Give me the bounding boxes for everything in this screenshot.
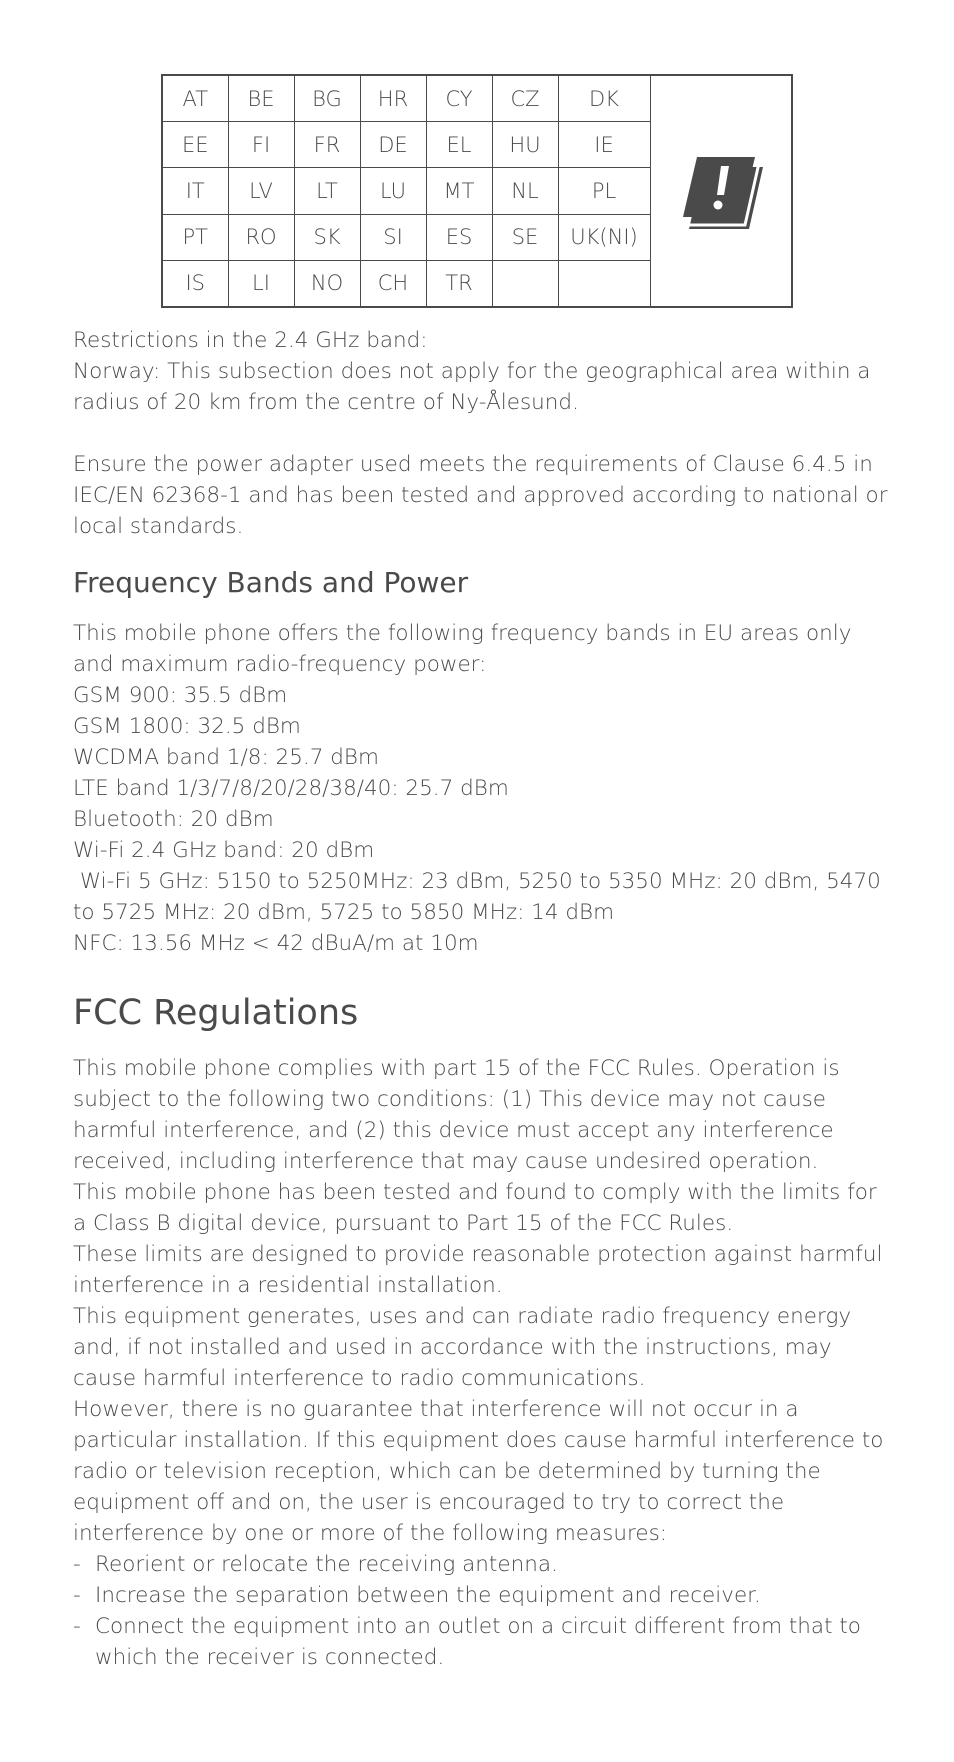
table-row	[162, 75, 792, 122]
fcc-title: FCC Regulations	[73, 993, 359, 1033]
country-code: AT	[162, 75, 228, 122]
country-code: HU	[492, 122, 558, 168]
country-code: LI	[228, 260, 294, 307]
restrictions-heading: Restrictions in the 2.4 GHz band:	[73, 328, 428, 353]
fcc-paragraph: This mobile phone has been tested and found to comply with the limits for a Class B digital device, pursuant to Part 15 of the FCC Rules.	[73, 1180, 877, 1236]
list-dash: -	[73, 1552, 81, 1577]
list-item	[73, 1549, 893, 1580]
country-code-empty	[492, 260, 558, 307]
country-code: CY	[426, 75, 492, 122]
country-code: UK(NI)	[558, 214, 650, 260]
list-item	[73, 1611, 893, 1673]
frequency-band: LTE band 1/3/7/8/20/28/38/40: 25.7 dBm	[73, 776, 509, 801]
country-code: SE	[492, 214, 558, 260]
country-code: SK	[294, 214, 360, 260]
fcc-measures-list	[73, 1549, 893, 1673]
country-code: CZ	[492, 75, 558, 122]
restrictions-norway: Norway: This subsection does not apply for the geographical area within a radius of 20 km from the centre of Ny-Ålesund.	[73, 359, 871, 415]
country-code: IT	[162, 168, 228, 214]
country-code: NO	[294, 260, 360, 307]
fcc-paragraph: This equipment generates, uses and can radiate radio frequency energy and, if not installed and used in accordance with the instructions, may cause harmful interference to radio communications.	[73, 1304, 852, 1391]
country-code: CH	[360, 260, 426, 307]
fcc-paragraph: This mobile phone complies with part 15 of the FCC Rules. Operation is subject to the following two conditions: (1) This device may not cause harmful interference, and (2) this device must accept any interference received, including interference that may cause undesired operation.	[73, 1056, 840, 1174]
country-code: IS	[162, 260, 228, 307]
warning-manual-icon	[679, 151, 763, 231]
fcc-paragraph: However, there is no guarantee that interference will not occur in a particular installation. If this equipment does cause harmful interference to radio or television reception, which can be determined by turning the equipment off and on, the user is encouraged to try to correct the interference by one or more of the following measures:	[73, 1397, 884, 1546]
document-body	[73, 325, 893, 1673]
country-code: PT	[162, 214, 228, 260]
country-code: BG	[294, 75, 360, 122]
list-dash: -	[73, 1583, 81, 1608]
country-code: EL	[426, 122, 492, 168]
country-code: RO	[228, 214, 294, 260]
frequency-band: Wi-Fi 5 GHz: 5150 to 5250MHz: 23 dBm, 5250 to 5350 MHz: 20 dBm, 5470 to 5725 MHz: 20 dBm, 5725 to 5850 MHz: 14 dBm	[73, 869, 888, 925]
measure-text: Connect the equipment into an outlet on a circuit different from that to which the receiver is connected.	[95, 1614, 861, 1670]
country-code: PL	[558, 168, 650, 214]
country-code: DK	[558, 75, 650, 122]
country-code: LU	[360, 168, 426, 214]
country-code: BE	[228, 75, 294, 122]
country-restriction-table	[161, 74, 793, 308]
frequency-intro: This mobile phone offers the following frequency bands in EU areas only and maximum radio-frequency power:	[73, 621, 852, 677]
adapter-note: Ensure the power adapter used meets the requirements of Clause 6.4.5 in IEC/EN 62368-1 and has been tested and approved according to national or local standards.	[73, 452, 888, 539]
measure-text: Reorient or relocate the receiving antenna.	[95, 1552, 558, 1577]
country-code: LT	[294, 168, 360, 214]
country-code: NL	[492, 168, 558, 214]
frequency-band: WCDMA band 1/8: 25.7 dBm	[73, 745, 379, 770]
country-code: LV	[228, 168, 294, 214]
frequency-band: Wi-Fi 2.4 GHz band: 20 dBm	[73, 838, 375, 863]
frequency-band: GSM 1800: 32.5 dBm	[73, 714, 301, 739]
country-code: FI	[228, 122, 294, 168]
country-code-empty	[558, 260, 650, 307]
country-code: TR	[426, 260, 492, 307]
list-dash: -	[73, 1614, 81, 1639]
country-code: ES	[426, 214, 492, 260]
frequency-band: GSM 900: 35.5 dBm	[73, 683, 288, 708]
country-code: HR	[360, 75, 426, 122]
warning-icon-cell	[650, 75, 792, 307]
frequency-band: Bluetooth: 20 dBm	[73, 807, 274, 832]
list-item	[73, 1580, 893, 1611]
country-code: DE	[360, 122, 426, 168]
frequency-band: NFC: 13.56 MHz < 42 dBuA/m at 10m	[73, 931, 479, 956]
country-code: FR	[294, 122, 360, 168]
country-code: MT	[426, 168, 492, 214]
fcc-paragraph: These limits are designed to provide reasonable protection against harmful interference in a residential installation.	[73, 1242, 883, 1298]
frequency-title: Frequency Bands and Power	[73, 566, 469, 599]
measure-text: Increase the separation between the equipment and receiver.	[95, 1583, 761, 1608]
country-code: IE	[558, 122, 650, 168]
country-code: EE	[162, 122, 228, 168]
country-code: SI	[360, 214, 426, 260]
